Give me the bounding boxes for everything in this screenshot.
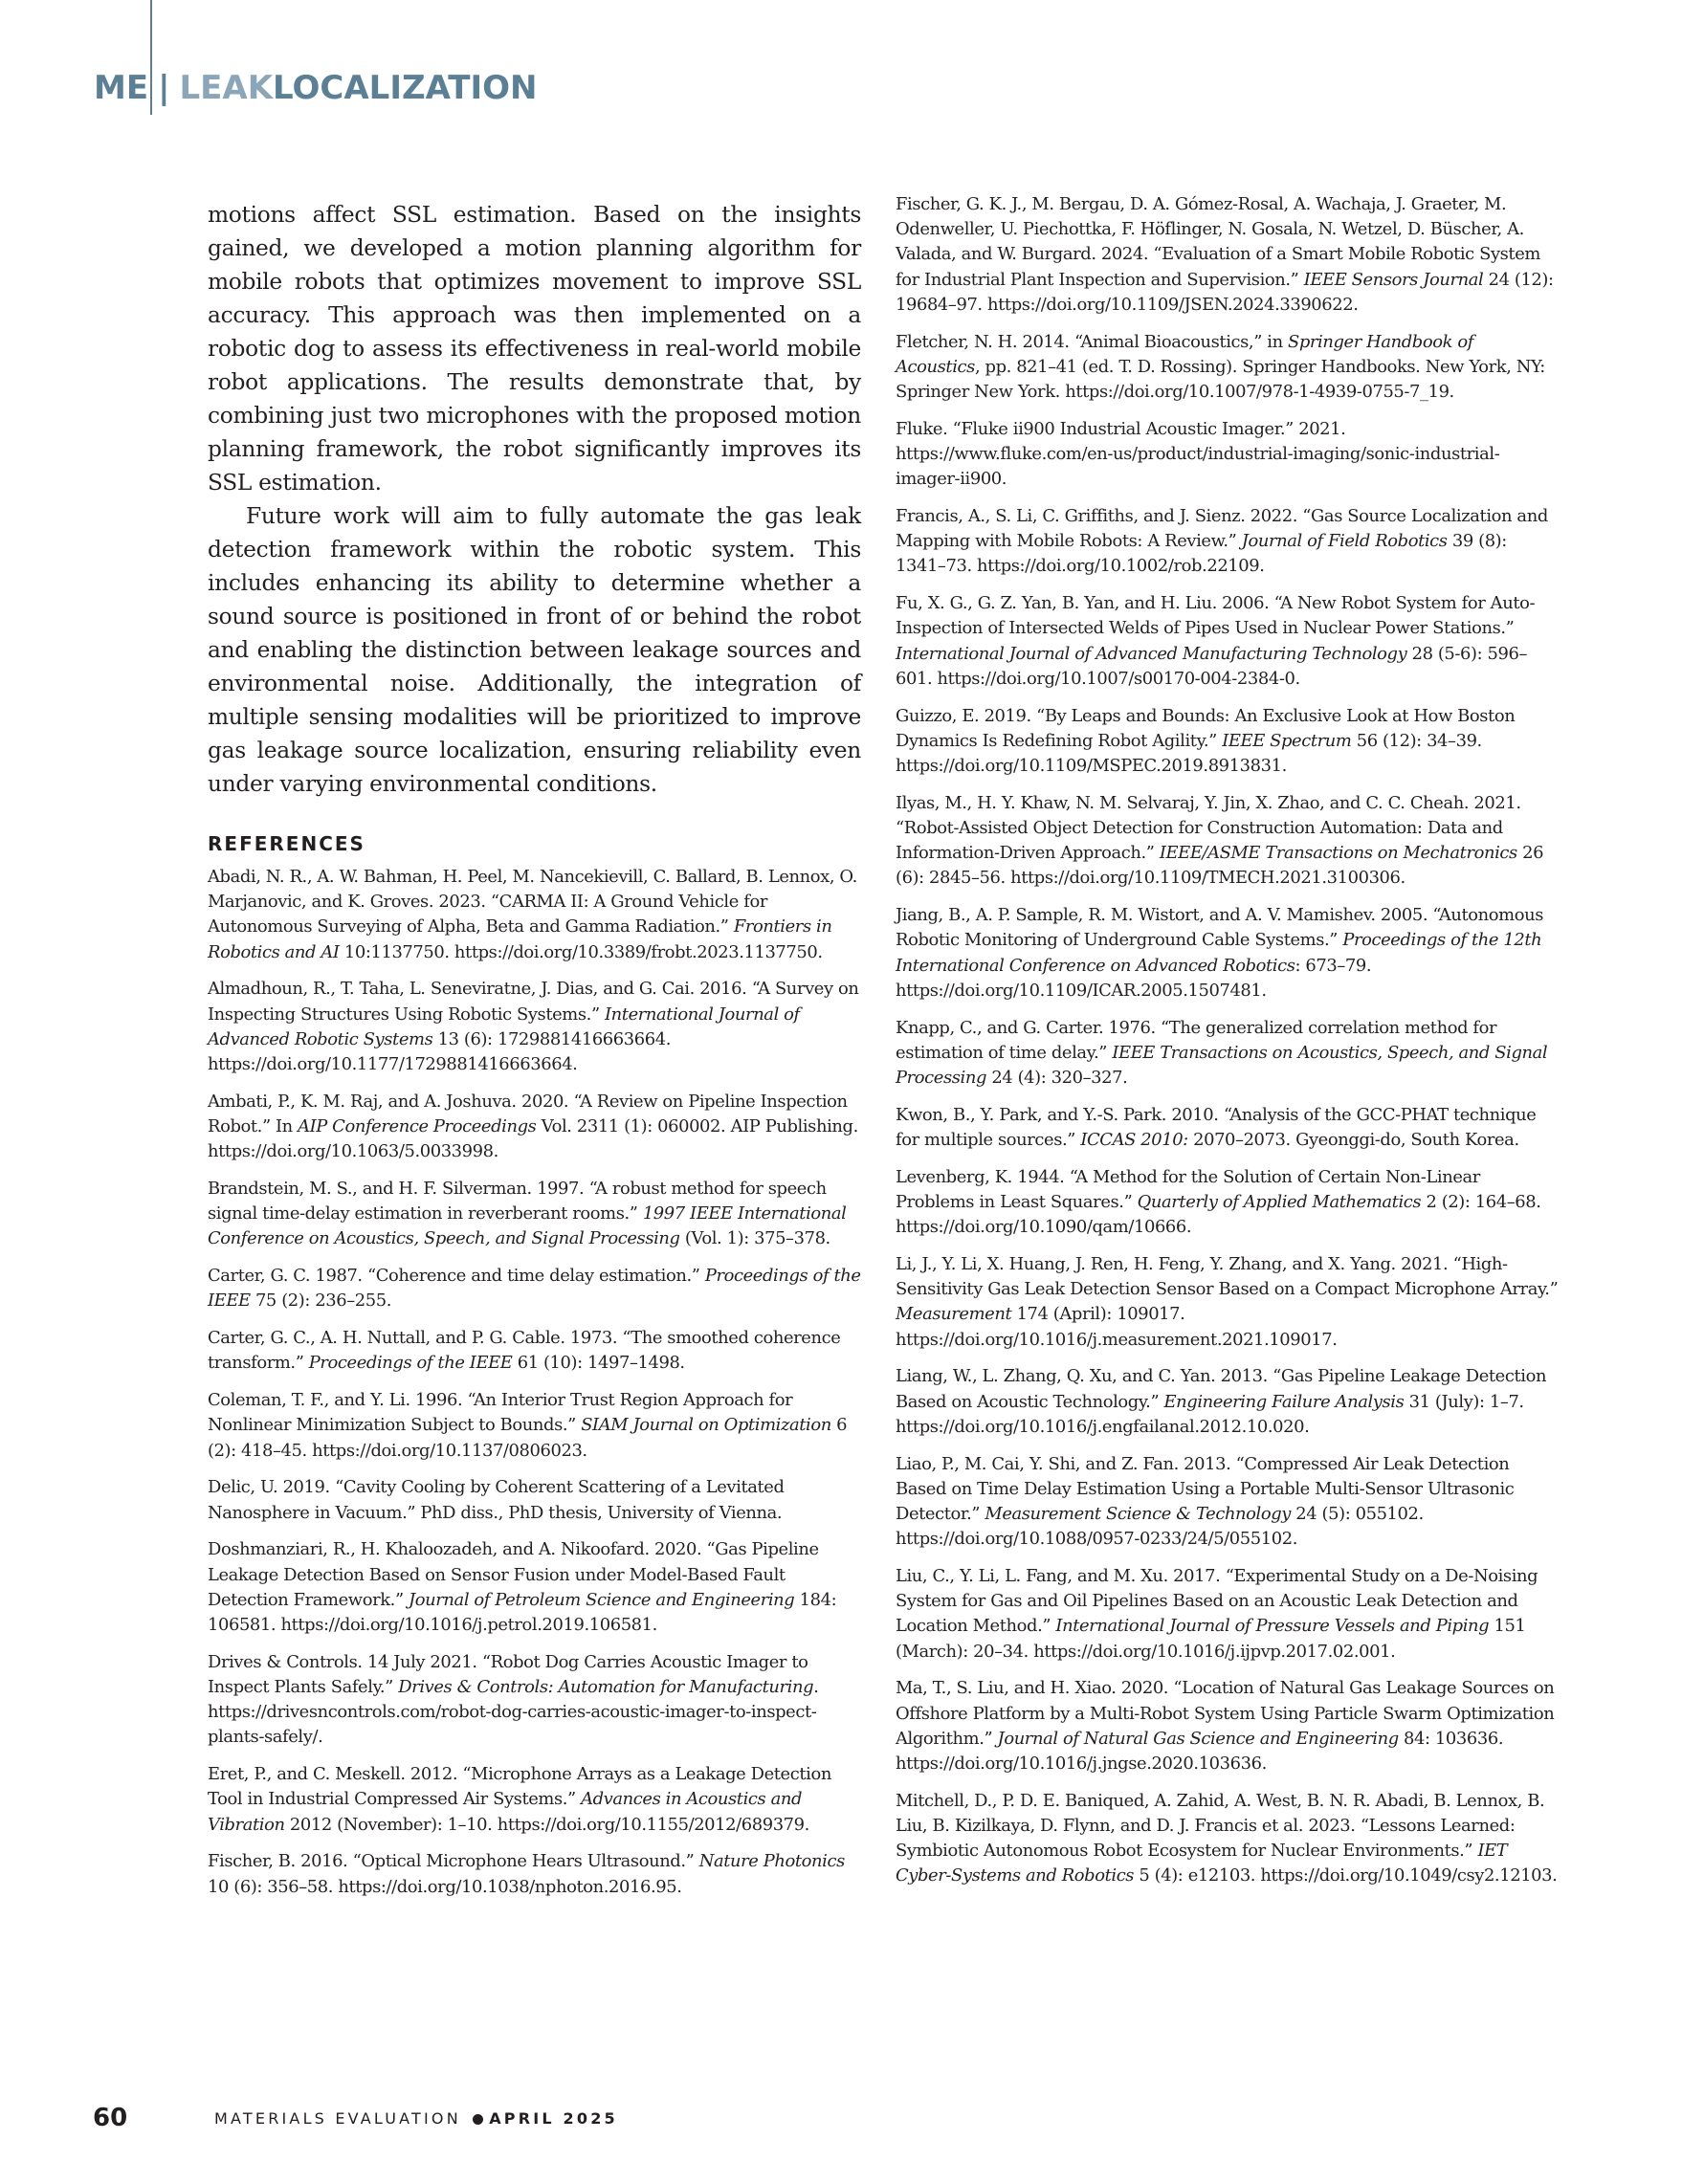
reference-text: Ilyas, M., H. Y. Khaw, N. M. Selvaraj, Y. Jin, X. Zhao, and C. C. Cheah. 2021. “Robot-Assisted Object Detection for Construction Automation: Data and Information-Driven Approach.” [896, 792, 1521, 864]
reference-source: International Journal of Pressure Vessels and Piping [1055, 1616, 1490, 1637]
reference-text: 174 (April): 109017. https://doi.org/10.1016/j.measurement.2021.109017. [896, 1304, 1338, 1350]
reference-text: 24 (5): 055102. https://doi.org/10.1088/0957-0233/24/5/055102. [896, 1504, 1424, 1550]
reference-entry [896, 791, 1560, 892]
reference-source: Springer Handbook of Acoustics [896, 331, 1473, 377]
journal-name: MATERIALS EVALUATION [214, 2109, 461, 2128]
reference-source: Measurement [896, 1304, 1012, 1325]
reference-source: IET Cyber-Systems and Robotics [896, 1841, 1508, 1886]
reference-source: Proceedings of the IEEE [308, 1353, 513, 1374]
reference-text: 26 (6): 2845–56. https://doi.org/10.1109/TMECH.2021.3100306. [896, 843, 1544, 889]
reference-entry [208, 1762, 861, 1838]
reference-entry [208, 1177, 861, 1252]
reference-text: Coleman, T. F., and Y. Li. 1996. “An Interior Trust Region Approach for Nonlinear Minimization Subject to Bounds.” [208, 1390, 793, 1436]
reference-entry [208, 977, 861, 1077]
reference-entry [896, 704, 1560, 780]
reference-entry [896, 1016, 1560, 1092]
reference-entry [896, 1564, 1560, 1665]
reference-text: Carter, G. C. 1987. “Coherence and time delay estimation.” [208, 1266, 705, 1287]
reference-entry [896, 1252, 1560, 1353]
reference-entry [208, 1264, 861, 1313]
reference-text: Almadhoun, R., T. Taha, L. Seneviratne, J. Dias, and G. Cai. 2016. “A Survey on Inspecting Structures Using Robotic Systems.” [208, 979, 859, 1025]
reference-source: Journal of Field Robotics [1241, 531, 1448, 552]
reference-text: Fischer, G. K. J., M. Bergau, D. A. Gómez-Rosal, A. Wachaja, J. Graeter, M. Odenweller, U. Piechottka, F. Höflinger, N. Gosala, N. Wetzel, D. Büscher, A. Valada, and W. Burgard. 2024. “Evaluation of a Smart Mobile Robotic System for Industrial Plant Inspection and Supervision.” [896, 194, 1540, 290]
reference-source: ICCAS 2010: [1080, 1130, 1188, 1151]
reference-entry [896, 1364, 1560, 1440]
reference-text: Liao, P., M. Cai, Y. Shi, and Z. Fan. 2013. “Compressed Air Leak Detection Based on Time Delay Estimation Using a Portable Multi-Sensor Ultrasonic Detector.” [896, 1453, 1515, 1525]
reference-text: 84: 103636. https://doi.org/10.1016/j.jngse.2020.103636. [896, 1728, 1504, 1775]
reference-entry [208, 1537, 861, 1638]
journal-footer [214, 2107, 618, 2130]
reference-source: Proceedings of the IEEE [208, 1266, 861, 1312]
reference-text: 56 (12): 34–39. https://doi.org/10.1109/MSPEC.2019.8913831. [896, 730, 1482, 777]
reference-text: Guizzo, E. 2019. “By Leaps and Bounds: An Exclusive Look at How Boston Dynamics Is Redefining Robot Agility.” [896, 705, 1516, 751]
reference-text: 39 (8): 1341–73. https://doi.org/10.1002/rob.22109. [896, 531, 1507, 577]
reference-text: Fluke. “Fluke ii900 Industrial Acoustic Imager.” 2021. https://www.fluke.com/en-us/product/industrial-imaging/sonic-industrial-imager-ii900. [896, 418, 1500, 490]
reference-source: IEEE/ASME Transactions on Mechatronics [1159, 843, 1517, 864]
reference-source: Engineering Failure Analysis [1163, 1391, 1405, 1412]
reference-text: 28 (5-6): 596–601. https://doi.org/10.1007/s00170-004-2384-0. [896, 643, 1528, 689]
reference-source: Journal of Petroleum Science and Engineering [409, 1589, 795, 1610]
bullet-icon [473, 2114, 483, 2125]
reference-source: Drives & Controls: Automation for Manufacturing [398, 1677, 814, 1698]
reference-text: Ma, T., S. Liu, and H. Xiao. 2020. “Location of Natural Gas Leakage Sources on Offshore Platform by a Multi-Robot System Using Particle Swarm Optimization Algorithm.” [896, 1678, 1555, 1749]
reference-entry [208, 1090, 861, 1165]
reference-source: IEEE Spectrum [1222, 730, 1352, 751]
reference-source: IEEE Transactions on Acoustics, Speech, and Signal Processing [896, 1042, 1548, 1089]
left-column [208, 198, 861, 1911]
reference-entry [896, 1103, 1560, 1153]
reference-source: Nature Photonics [698, 1851, 845, 1872]
reference-text: Jiang, B., A. P. Sample, R. M. Wistort, and A. V. Mamishev. 2005. “Autonomous Robotic Monitoring of Underground Cable Systems.” [896, 905, 1543, 951]
reference-text: Delic, U. 2019. “Cavity Cooling by Coherent Scattering of a Levitated Nanosphere in Vacuum.” PhD diss., PhD thesis, University of Vienna. [208, 1477, 785, 1523]
reference-entry [896, 1165, 1560, 1241]
section-divider: | [158, 69, 170, 107]
reference-text: Fischer, B. 2016. “Optical Microphone Hears Ultrasound.” [208, 1851, 699, 1872]
reference-text: 2012 (November): 1–10. https://doi.org/10.1155/2012/689379. [284, 1814, 809, 1835]
reference-text: Abadi, N. R., A. W. Bahman, H. Peel, M. Nancekievill, C. Ballard, B. Lennox, O. Marjanovic, and K. Groves. 2023. “CARMA II: A Ground Vehicle for Autonomous Surveying of Alpha, Beta and Gamma Radiation.” [208, 867, 857, 938]
reference-source: IEEE Sensors Journal [1303, 269, 1484, 290]
reference-source: Advances in Acoustics and Vibration [208, 1789, 803, 1835]
reference-text: 2070–2073. Gyeonggi-do, South Korea. [1187, 1130, 1519, 1151]
reference-entry [896, 1676, 1560, 1776]
reference-source: Journal of Natural Gas Science and Engineering [997, 1728, 1399, 1749]
reference-text: 75 (2): 236–255. [250, 1291, 391, 1312]
references-heading: REFERENCES [208, 832, 365, 855]
reference-source: 1997 IEEE International Conference on Acoustics, Speech, and Signal Processing [208, 1203, 847, 1249]
reference-source: International Journal of Advanced Manufacturing Technology [896, 643, 1407, 664]
reference-text: Ambati, P., K. M. Raj, and A. Joshuva. 2020. “A Review on Pipeline Inspection Robot.” In [208, 1091, 848, 1137]
reference-list-right [896, 192, 1560, 1889]
body-paragraph: Future work will aim to fully automate the gas leak detection framework within the robotic system. This includes enhancing its ability to determine whether a sound source is positioned in front of or behind the robot and enabling the distinction between leakage sources and environmental noise. Additionally, the integration of multiple sensing modalities will be prioritized to improve gas leakage source localization, ensuring reliability even under varying environmental conditions. [208, 503, 861, 797]
reference-text: Fletcher, N. H. 2014. “Animal Bioacoustics,” in [896, 331, 1288, 352]
section-title-part2: LOCALIZATION [273, 69, 538, 107]
reference-source: Proceedings of the 12th International Conference on Advanced Robotics [896, 930, 1542, 976]
page-number: 60 [93, 2104, 128, 2132]
issue-date: APRIL 2025 [489, 2109, 618, 2128]
section-header [94, 65, 538, 111]
reference-entry [208, 865, 861, 965]
reference-entry [208, 1326, 861, 1376]
reference-text: 24 (4): 320–327. [986, 1068, 1128, 1089]
reference-entry [208, 1650, 861, 1751]
reference-text: Fu, X. G., G. Z. Yan, B. Yan, and H. Liu. 2006. “A New Robot System for Auto-Inspection of Intersected Welds of Pipes Used in Nuclear Power Stations.” [896, 593, 1536, 639]
reference-entry [208, 1388, 861, 1464]
reference-source: SIAM Journal on Optimization [581, 1415, 831, 1436]
reference-text: Liang, W., L. Zhang, Q. Xu, and C. Yan. 2013. “Gas Pipeline Leakage Detection Based on Acoustic Technology.” [896, 1366, 1547, 1412]
reference-text: Liu, C., Y. Li, L. Fang, and M. Xu. 2017. “Experimental Study on a De-Noising System for Gas and Oil Pipelines Based on an Acoustic Leak Detection and Location Method.” [896, 1566, 1538, 1637]
reference-text: 10 (6): 356–58. https://doi.org/10.1038/nphoton.2016.95. [208, 1876, 682, 1897]
reference-text: Levenberg, K. 1944. “A Method for the Solution of Certain Non-Linear Problems in Least Squares.” [896, 1166, 1480, 1213]
reference-text: 31 (July): 1–7. https://doi.org/10.1016/j.engfailanal.2012.10.020. [896, 1391, 1524, 1437]
reference-entry [208, 1849, 861, 1899]
body-paragraph: motions affect SSL estimation. Based on the insights gained, we developed a motion planning algorithm for mobile robots that optimizes movement to improve SSL accuracy. This approach was then implemented on a robotic dog to assess its effectiveness in real-world mobile robot applications. The results demonstrate that, by combining just two microphones with the proposed motion planning framework, the robot significantly improves its SSL estimation. [208, 202, 861, 496]
reference-entry [896, 192, 1560, 318]
reference-text: Li, J., Y. Li, X. Huang, J. Ren, H. Feng, Y. Zhang, and X. Yang. 2021. “High-Sensitivity Gas Leak Detection Sensor Based on a Compact Microphone Array.” [896, 1254, 1559, 1300]
reference-entry [896, 903, 1560, 1004]
page-footer [0, 2101, 1682, 2139]
reference-source: Frontiers in Robotics and AI [208, 916, 832, 962]
reference-text: Eret, P., and C. Meskell. 2012. “Microphone Arrays as a Leakage Detection Tool in Industrial Compressed Air Systems.” [208, 1764, 831, 1810]
reference-text: Carter, G. C., A. H. Nuttall, and P. G. Cable. 1973. “The smoothed coherence transform.” [208, 1328, 841, 1374]
reference-text: 151 (March): 20–34. https://doi.org/10.1016/j.ijpvp.2017.02.001. [896, 1616, 1526, 1662]
reference-entry [896, 591, 1560, 692]
reference-text: 2 (2): 164–68. https://doi.org/10.1090/qam/10666. [896, 1192, 1541, 1238]
reference-text: : 673–79. https://doi.org/10.1109/ICAR.2005.1507481. [896, 955, 1372, 1001]
reference-text: Knapp, C., and G. Carter. 1976. “The generalized correlation method for estimation of time delay.” [896, 1017, 1497, 1063]
reference-text: 6 (2): 418–45. https://doi.org/10.1137/0806023. [208, 1415, 848, 1461]
reference-list-left [208, 865, 861, 1900]
reference-text: 184: 106581. https://doi.org/10.1016/j.petrol.2019.106581. [208, 1589, 837, 1636]
reference-text: . https://drivesncontrols.com/robot-dog-carries-acoustic-imager-to-inspect-plants-safely/. [208, 1677, 819, 1748]
reference-source: Measurement Science & Technology [985, 1504, 1292, 1525]
reference-text: 5 (4): e12103. https://doi.org/10.1049/csy2.12103. [1134, 1865, 1558, 1886]
reference-entry [896, 330, 1560, 406]
reference-text: Brandstein, M. S., and H. F. Silverman. 1997. “A robust method for speech signal time-delay estimation in reverberant rooms.” [208, 1179, 827, 1224]
reference-entry [208, 1475, 861, 1525]
reference-text: Doshmanziari, R., H. Khaloozadeh, and A. Nikoofard. 2020. “Gas Pipeline Leakage Detection Based on Sensor Fusion under Model-Based Fault Detection Framework.” [208, 1539, 819, 1610]
reference-text: Mitchell, D., P. D. E. Baniqued, A. Zahid, A. West, B. N. R. Abadi, B. Lennox, B. Liu, B. Kizilkaya, D. Flynn, and D. J. Francis et al. 2023. “Lessons Learned: Symbiotic Autonomous Robot Ecosystem for Nuclear Environments.” [896, 1790, 1545, 1862]
reference-text: 61 (10): 1497–1498. [512, 1353, 685, 1374]
section-title-part1: LEAK [179, 69, 274, 107]
reference-text: 10:1137750. https://doi.org/10.3389/frobt.2023.1137750. [339, 941, 823, 962]
reference-entry [896, 504, 1560, 580]
reference-text: , pp. 821–41 (ed. T. D. Rossing). Springer Handbooks. New York, NY: Springer New York. https://doi.org/10.1007/978-1-4939-0755-7_19. [896, 356, 1545, 403]
reference-source: Quarterly of Applied Mathematics [1137, 1192, 1422, 1213]
section-prefix: ME [94, 69, 149, 107]
reference-source: AIP Conference Proceedings [298, 1116, 537, 1137]
reference-text: Drives & Controls. 14 July 2021. “Robot Dog Carries Acoustic Imager to Inspect Plants Safely.” [208, 1651, 808, 1698]
reference-entry [896, 417, 1560, 493]
reference-text: (Vol. 1): 375–378. [679, 1228, 830, 1249]
right-column [896, 192, 1560, 1901]
reference-source: International Journal of Advanced Robotic Systems [208, 1004, 800, 1049]
reference-text: Vol. 2311 (1): 060002. AIP Publishing. https://doi.org/10.1063/5.0033998. [208, 1116, 858, 1162]
reference-text: 13 (6): 1729881416663664. https://doi.org/10.1177/1729881416663664. [208, 1028, 671, 1075]
reference-text: Kwon, B., Y. Park, and Y.-S. Park. 2010. “Analysis of the GCC-PHAT technique for multiple sources.” [896, 1104, 1537, 1151]
reference-text: Francis, A., S. Li, C. Griffiths, and J. Sienz. 2022. “Gas Source Localization and Mapping with Mobile Robots: A Review.” [896, 506, 1548, 552]
reference-entry [896, 1789, 1560, 1889]
reference-entry [896, 1452, 1560, 1553]
reference-text: 24 (12): 19684–97. https://doi.org/10.1109/JSEN.2024.3390622. [896, 269, 1554, 315]
